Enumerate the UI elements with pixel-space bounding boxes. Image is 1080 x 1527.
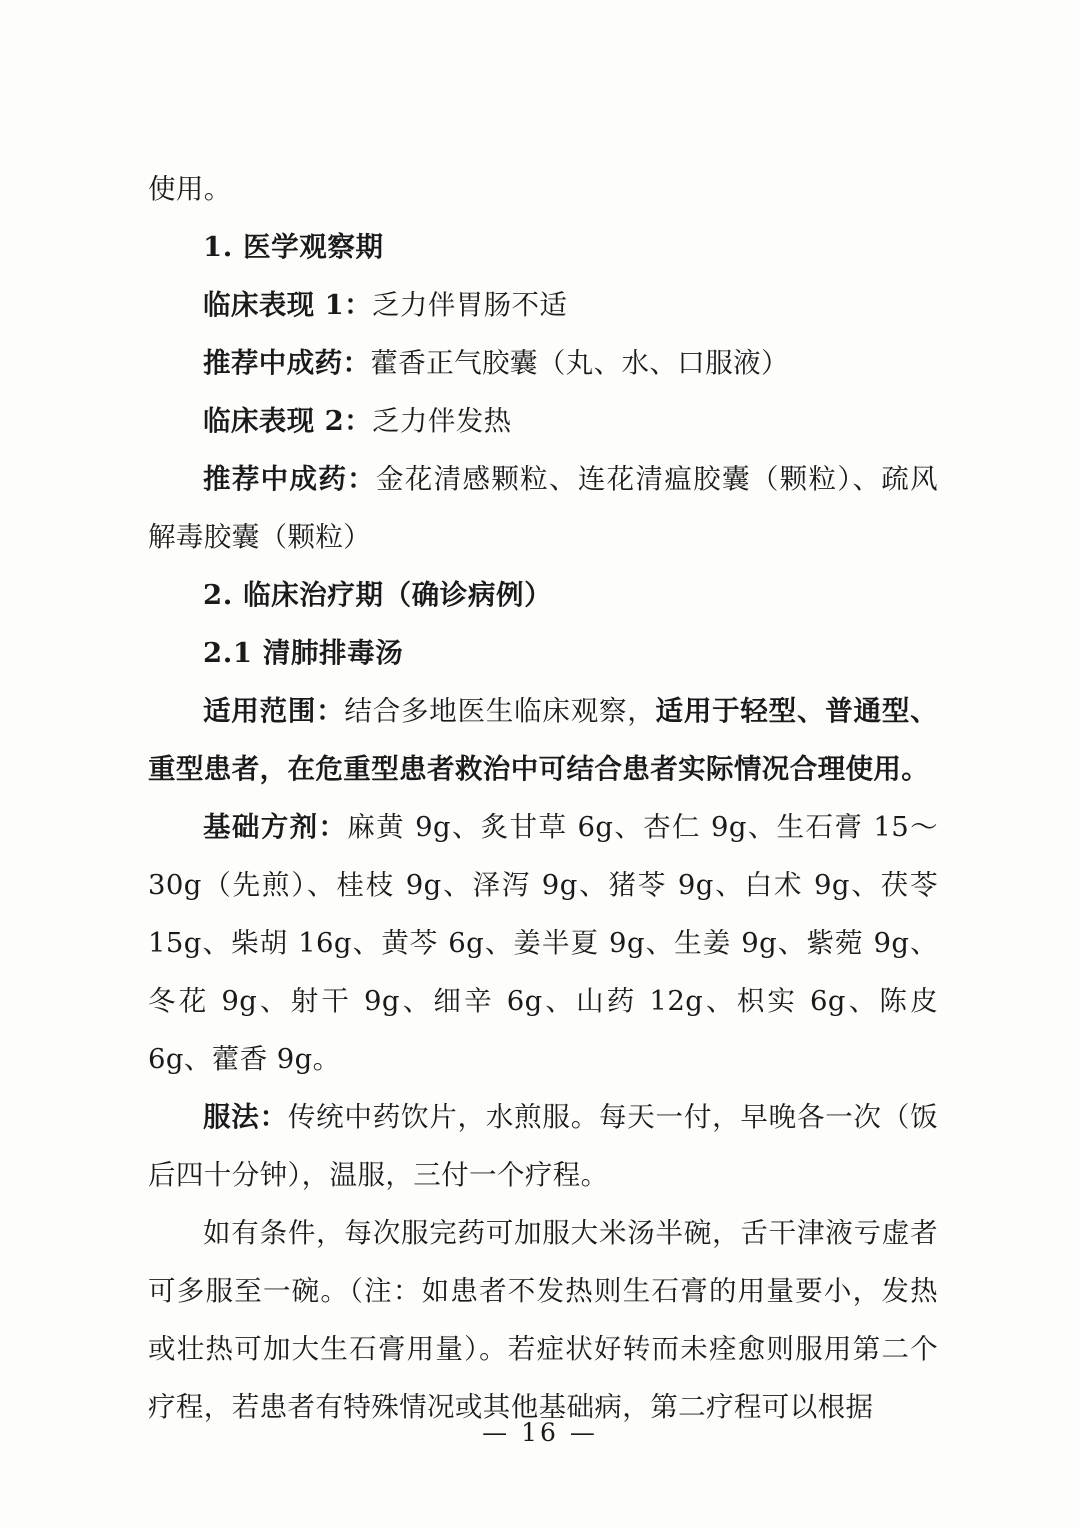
section-heading-2: 2. 临床治疗期（确诊病例）	[203, 579, 553, 611]
recommended-medicine-1-text: 藿香正气胶囊（丸、水、口服液）	[370, 347, 789, 379]
page-number: — 16 —	[482, 1418, 598, 1447]
clinical-manifestation-2-label: 临床表现 2：	[203, 405, 373, 437]
additional-notes: 如有条件，每次服完药可加服大米汤半碗，舌干津液亏虚者可多服至一碗。（注：如患者不发热则生石膏的用量要小，发热或壮热可加大生石膏用量）。若症状好转而未痊愈则服用第二个疗程，若患者有特殊情况或其他基础病，第二疗程可以根据	[148, 1217, 938, 1423]
scope-text-normal: 结合多地医生临床观察，	[344, 695, 656, 727]
dosage-instructions	[148, 1088, 938, 1204]
recommended-medicine-1	[148, 334, 938, 392]
paragraph-continuation: 使用。	[148, 173, 232, 205]
clinical-manifestation-1-label: 临床表现 1：	[203, 289, 373, 321]
recommended-medicine-2-text: 金花清感颗粒、连花清瘟胶囊（颗粒）、疏风解毒胶囊（颗粒）	[148, 463, 939, 553]
clinical-manifestation-1	[148, 276, 938, 334]
subsection-heading-2-1: 2.1 清肺排毒汤	[203, 637, 404, 669]
scope-label: 适用范围：	[203, 695, 345, 727]
recommended-medicine-2-label: 推荐中成药：	[203, 463, 377, 495]
dosage-label: 服法：	[203, 1101, 288, 1133]
clinical-manifestation-2	[148, 392, 938, 450]
base-prescription-label: 基础方剂：	[203, 811, 348, 843]
section-heading-1: 1. 医学观察期	[203, 231, 384, 263]
clinical-manifestation-2-text: 乏力伴发热	[372, 405, 512, 437]
recommended-medicine-1-label: 推荐中成药：	[203, 347, 371, 379]
scope-text-emphasis: 适用于轻型、普通型、重型患者，在危重型患者救治中可结合患者实际情况合理使用。	[148, 695, 938, 785]
dosage-text: 传统中药饮片，水煎服。每天一付，早晚各一次（饭后四十分钟），温服，三付一个疗程。	[148, 1101, 938, 1191]
scope-of-application	[148, 682, 938, 798]
page-body	[148, 160, 948, 1436]
base-prescription	[148, 798, 948, 1088]
recommended-medicine-2	[148, 450, 938, 566]
clinical-manifestation-1-text: 乏力伴胃肠不适	[372, 289, 568, 321]
base-prescription-text: 麻黄 9g、炙甘草 6g、杏仁 9g、生石膏 15～30g（先煎）、桂枝 9g、泽泻 9g、猪苓 9g、白术 9g、茯苓 15g、柴胡 16g、黄芩 6g、姜半夏 9g、生姜 9g、紫菀 9g、冬花 9g、射干 9g、细辛 6g、山药 12g、枳实 6g、陈皮 6g、藿香 9g。	[148, 811, 948, 1075]
